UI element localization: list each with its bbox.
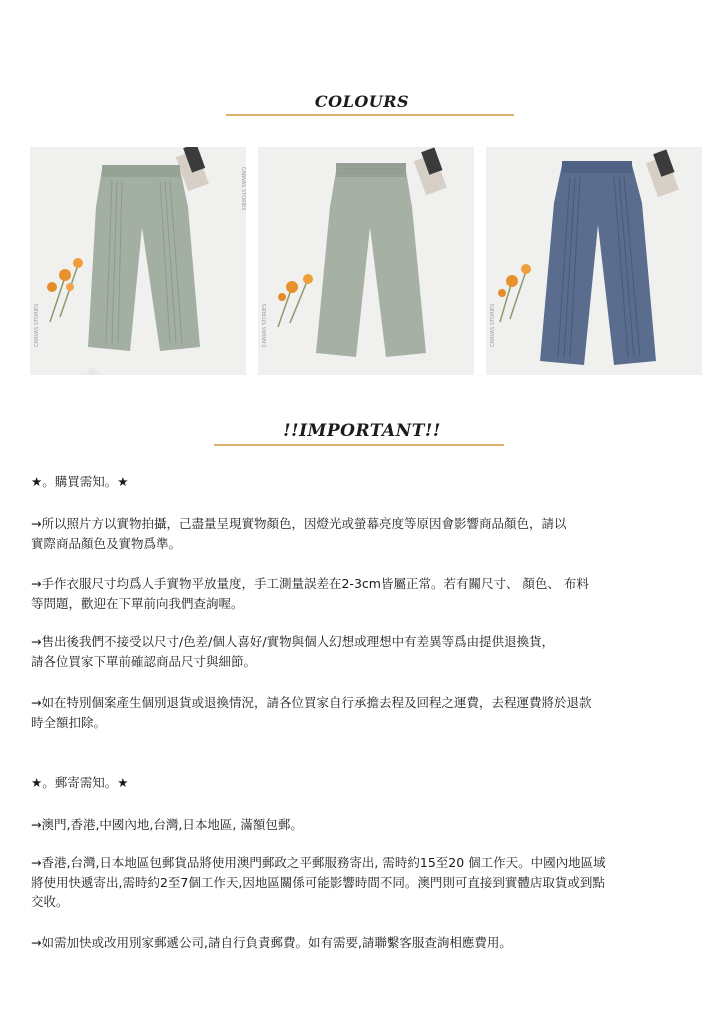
pants-illustration [486,147,702,375]
pants-illustration [30,147,246,375]
svg-text:CANVAS STORIES: CANVAS STORIES [34,303,40,347]
purchase-item: →售出後我們不接受以尺寸/色差/個人喜好/實物與個人幻想或理想中有差異等爲由提供退換貨， 請各位買家下單前確認商品尺寸與細節。 [31,634,555,669]
purchase-item: →如在特別個案產生個別退貨或退換情況，請各位買家自行承擔去程及回程之運費，去程運費將於退款 時全額扣除。 [31,695,592,730]
shipping-item: →如需加快或改用別家郵遞公司,請自行負責郵費。如有需要,請聯繫客服查詢相應費用。 [31,935,512,950]
purchase-notice-title: ★。購買需知。★ [31,474,129,489]
svg-text:CANVAS STORIES: CANVAS STORIES [262,303,268,347]
colours-heading: COLOURS [314,92,410,111]
important-heading: !!IMPORTANT!! [283,421,441,441]
svg-text:CANVAS STORIES: CANVAS STORIES [240,167,246,211]
shipping-item: →香港,台灣,日本地區包郵貨品將使用澳門郵政之平郵服務寄出, 需時約15至20 個工作天。中國內地區域 將使用快遞寄出,需時約2至7個工作天,因地區關係可能影響時間不同。澳門則可直接到實體店取貨或到點 交收。 [31,855,606,909]
product-photo-sage-pleated [30,147,246,375]
shipping-item: →澳門,香港,中國內地,台灣,日本地區, 滿額包郵。 [31,817,303,832]
svg-text:CANVAS STORIES: CANVAS STORIES [490,303,496,347]
purchase-item: →手作衣服尺寸均爲人手實物平放量度，手工測量誤差在2-3cm皆屬正常。若有關尺寸、 顏色、 布料 等問題，歡迎在下單前向我們查詢喔。 [31,576,589,611]
heading-underline [214,444,504,446]
heading-underline [226,114,514,116]
pants-illustration [258,147,474,375]
product-photo-sage-elastic [258,147,474,375]
shipping-notice-title: ★。郵寄需知。★ [31,775,129,790]
product-photo-blue-pleated [486,147,702,375]
purchase-item: →所以照片方以實物拍攝，己盡量呈現實物顏色，因燈光或螢幕亮度等原因會影響商品顏色，請以 實際商品顏色及實物爲準。 [31,516,567,551]
